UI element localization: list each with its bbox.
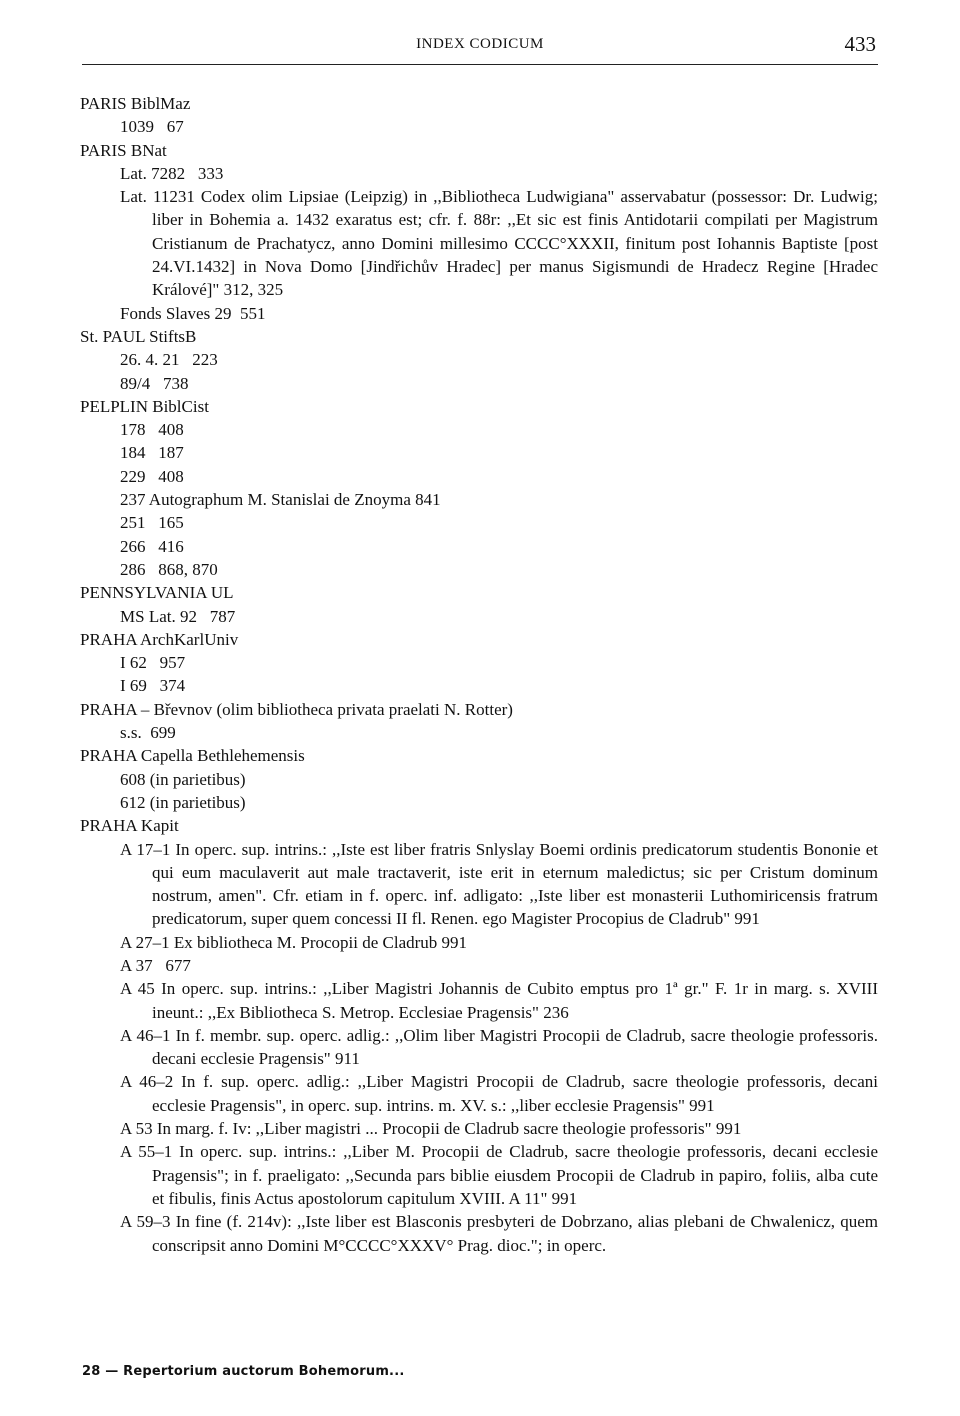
codex-entry: 286 868, 870: [120, 559, 218, 579]
page-number: 433: [844, 32, 876, 56]
codex-entry: s.s. 699: [120, 723, 176, 743]
codex-entry-long: A 46–1 In f. membr. sup. operc. adlig.: ,,Olim liber Magistri Procopii de Cladrub, sacre theologie professoris. decani ecclesie Pragensis" 911: [120, 1025, 878, 1069]
running-title: INDEX CODICUM: [416, 36, 544, 52]
codex-entry: 612 (in parietibus): [120, 792, 246, 812]
codex-entry-long: A 59–3 In fine (f. 214v): ,,Iste liber est Blasconis presbyteri de Dobrzano, alias plebani de Chwalenicz, quem conscripsit anno Domini M°CCCC°XXXV° Prag. dioc."; in operc.: [120, 1212, 878, 1255]
codex-entry-long: A 46–2 In f. sup. operc. adlig.: ,,Liber Magistri Procopii de Cladrub, sacre theologie professoris, decani ecclesie Pragensis", in operc. sup. intrins. m. XV. s.: ,,liber ecclesie Pragensis" 991: [120, 1072, 878, 1115]
codex-entry-long: A 45 In operc. sup. intrins.: ,,Liber Magistri Johannis de Cubito emptus pro 1ª gr." F. 1r in marg. s. XVIII ineunt.: ,,Ex Bibliotheca S. Metrop. Ecclesiae Pragensis" 236: [120, 979, 878, 1022]
codex-entry: 89/4 738: [120, 373, 189, 393]
codex-entry-long: A 55–1 In operc. sup. intrins.: ,,Liber M. Procopii de Cladrub, sacre theologie professoris, decani ecclesie Pragensis"; in f. praeligato: ,,Secunda pars biblie eiusdem Procopii de Cladrub in papiro, foliis, alba cute et fibulis, finis Actus apostolorum capitulum XVIII. A 11" 991: [120, 1142, 878, 1208]
library-heading: PRAHA Capella Bethlehemensis: [80, 746, 305, 766]
codex-entry: A 27–1 Ex bibliotheca M. Procopii de Cladrub 991: [120, 932, 468, 952]
codex-entry: 229 408: [120, 466, 184, 486]
codex-entry: 251 165: [120, 513, 184, 533]
codex-entry: 266 416: [120, 536, 184, 556]
library-heading: PARIS BiblMaz: [80, 94, 191, 113]
codex-entry: Fonds Slaves 29 551: [120, 303, 266, 323]
codex-entry: 237 Autographum M. Stanislai de Znoyma 841: [120, 490, 441, 510]
codex-entry: 178 408: [120, 420, 184, 440]
library-heading: PRAHA Kapit: [80, 816, 179, 836]
codex-entry: I 69 374: [120, 676, 186, 696]
library-heading: PRAHA – Břevnov (olim bibliotheca privata praelati N. Rotter): [80, 699, 513, 719]
codex-entry: 184 187: [120, 443, 184, 463]
library-heading: PELPLIN BiblCist: [80, 396, 209, 416]
codex-entry: 26. 4. 21 223: [120, 350, 218, 370]
codex-entry: 1039 67: [120, 117, 184, 137]
codex-entry: A 53 In marg. f. Iv: ,,Liber magistri ... Procopii de Cladrub sacre theologie professoris" 991: [120, 1119, 742, 1139]
index-body: [0, 92, 960, 1257]
codex-entry-long: A 17–1 In operc. sup. intrins.: ,,Iste est liber fratris Snlyslay Boemi ordinis predicatorum studentis Bononie et qui eum maculaverit aut male tractaverit, iste erit in eternum maledictus; sic per Cristum dominum nostrum, amen". Cfr. etiam in f. operc. inf. adligato: ,,Iste liber est monasterii Luthomiricensis fratrum predicatorum, super quem concessi II fl. Renen. ego Magister Procopius de Cladrub" 991: [120, 839, 878, 929]
library-heading: PENNSYLVANIA UL: [80, 583, 234, 603]
header-rule: [82, 64, 878, 65]
codex-entry-long: Lat. 11231 Codex olim Lipsiae (Leipzig) in ,,Bibliotheca Ludwigiana" asservabatur (possessor: Dr. Ludwig; liber in Bohemia a. 1432 exaratus est; cfr. f. 88r: ,,Et sic est finis Antidotarii compilati per Magistrum Cristianum de Prachatycz, anno Domini millesimo CCCC°XXXII, finitum post Iohannis Baptiste [post 24.VI.1432] in Nova Domo [Jindřichův Hradec] per manus Sigismundi de Hradecz Regine [Hradec Králové]" 312, 325: [120, 187, 878, 300]
codex-entry: Lat. 7282 333: [120, 163, 224, 183]
library-heading: PARIS BNat: [80, 140, 167, 160]
library-heading: St. PAUL StiftsB: [80, 326, 197, 346]
footer-signature: 28 — Repertorium auctorum Bohemorum...: [82, 1364, 405, 1379]
codex-entry: A 37 677: [120, 955, 191, 975]
codex-entry: I 62 957: [120, 653, 186, 673]
running-header: [80, 30, 880, 64]
codex-entry: MS Lat. 92 787: [120, 606, 236, 626]
codex-entry: 608 (in parietibus): [120, 769, 246, 789]
library-heading: PRAHA ArchKarlUniv: [80, 629, 239, 649]
